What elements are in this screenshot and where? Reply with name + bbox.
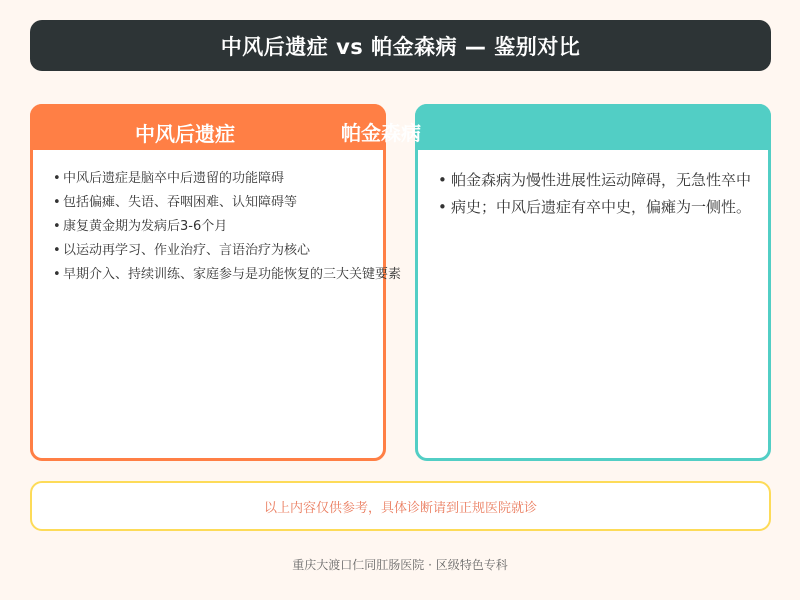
list-item: • 早期介入、持续训练、家庭参与是功能恢复的三大关键要素 (53, 263, 401, 287)
list-item: • 帕金森病为慢性进展性运动障碍，无急性卒中 (438, 167, 751, 194)
list-item: • 病史；中风后遗症有卒中史，偏瘫为一侧性。 (438, 194, 751, 221)
disclaimer-box (30, 481, 771, 531)
list-item: • 以运动再学习、作业治疗、言语治疗为核心 (53, 239, 401, 263)
stroke-sequelae-card (30, 104, 402, 461)
parkinsons-card (415, 104, 771, 461)
title-bar (30, 20, 771, 71)
list-item: • 康复黄金期为发病后3-6个月 (53, 215, 401, 239)
parkinsons-card-header (415, 104, 771, 150)
stroke-sequelae-list (53, 167, 401, 287)
footer-text: 重庆大渡口仁同肛肠医院 · 区级特色专科 (292, 558, 508, 572)
parkinsons-card-title: 帕金森病 (341, 121, 421, 145)
page-title: 中风后遗症 vs 帕金森病 — 鉴别对比 (220, 34, 581, 59)
list-item: • 中风后遗症是脑卒中后遗留的功能障碍 (53, 167, 401, 191)
parkinsons-list (438, 167, 751, 221)
stroke-sequelae-card-title: 中风后遗症 (135, 122, 235, 146)
list-item: • 包括偏瘫、失语、吞咽困难、认知障碍等 (53, 191, 401, 215)
stroke-sequelae-card-header (30, 104, 386, 150)
disclaimer-text: 以上内容仅供参考，具体诊断请到正规医院就诊 (263, 500, 537, 516)
